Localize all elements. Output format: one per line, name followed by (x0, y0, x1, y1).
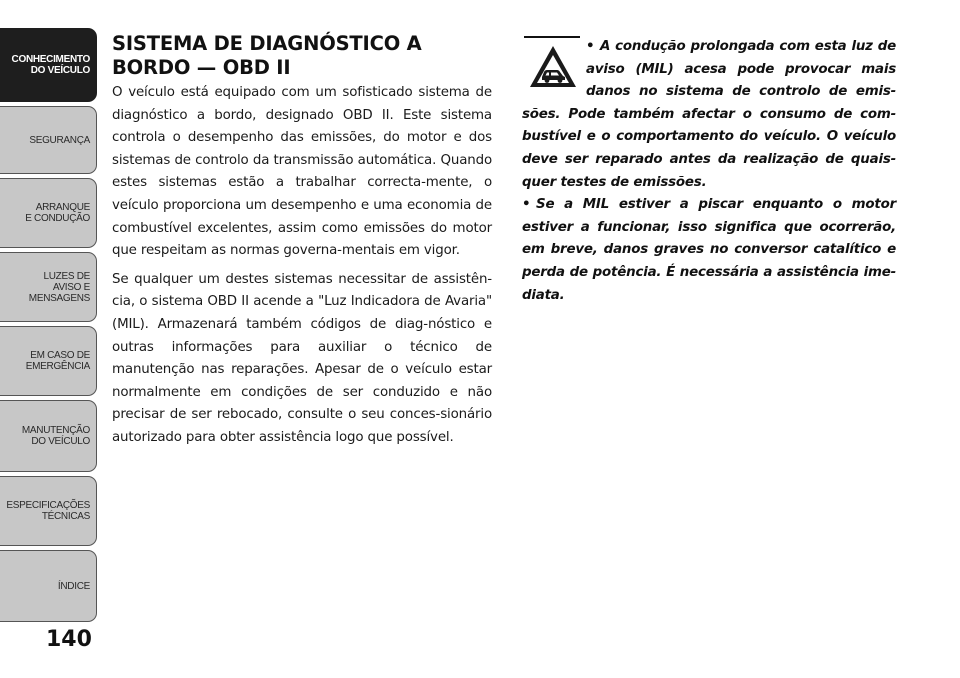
tab-arranque-e-conducao[interactable] (0, 178, 97, 248)
section-title (112, 32, 492, 80)
tab-conhecimento-do-veiculo[interactable] (0, 28, 97, 102)
section-title-line-1: SISTEMA DE DIAGNÓSTICO A (112, 32, 422, 55)
tab-label: ÍNDICE (57, 580, 90, 592)
tab-em-caso-de-emergencia[interactable] (0, 326, 97, 396)
body-paragraph: Se qualquer um destes sistemas necessitar de assistên-cia, o sistema OBD II acende a "Luz Indicadora de Avaria" (MIL). Armazenará também códigos de diag-nóstico e outras informações para auxiliar o técnico de manutenção nas reparações. Apesar de o veículo estar normalmente em condições de ser conduzido e não precisar de ser rebocado, consulte o seu conces-sionário autorizado para obter assistência logo que possível. (112, 271, 492, 445)
body-paragraph: O veículo está equipado com um sofisticado sistema de diagnóstico a bordo, designado OBD II. Este sistema controla o desempenho das emissões, do motor e dos sistemas de controlo da transmissão automática. Quando estes sistemas estão a trabalhar correcta-mente, o veículo proporciona um desempenho e uma economia de combustível excelentes, assim como emissões do motor que respeitam as normas governa-mentais em vigor. (112, 85, 492, 259)
tab-label: MANUTENÇÃO DO VEÍCULO (21, 425, 90, 447)
bullet: • (586, 39, 595, 54)
tab-label: ESPECIFICAÇÕES TÉCNICAS (6, 500, 90, 522)
tab-label: EM CASO DE EMERGÊNCIA (25, 350, 90, 372)
warning-item-text: A condução prolongada com esta luz de aviso (MIL) acesa pode provocar mais danos no sistema de controlo de emis-sões. Pode também afectar o consumo de com-bustível e o comportamento do veículo. O veículo deve ser reparado antes da realização de quais-quer testes de emissões. (522, 39, 896, 190)
tab-manutencao-do-veiculo[interactable] (0, 400, 97, 472)
tab-label: ARRANQUE E CONDUÇÃO (25, 202, 90, 224)
tab-label: SEGURANÇA (29, 134, 90, 146)
tab-especificacoes-tecnicas[interactable] (0, 476, 97, 546)
bullet: • (522, 197, 531, 213)
warning-item-text: Se a MIL estiver a piscar enquanto o motor estiver a funcionar, isso significa que ocorrerão, em breve, danos graves no conversor catalítico e perda de potência. É necessária a assistência ime-diata. (522, 197, 896, 303)
page-number: 140 (46, 627, 92, 652)
tab-label: LUZES DE AVISO E MENSAGENS (28, 270, 90, 304)
tab-indice[interactable] (0, 550, 97, 622)
tab-luzes-de-aviso[interactable] (0, 252, 97, 322)
section-obd-ii (112, 32, 492, 456)
tab-label: CONHECIMENTO DO VEÍCULO (11, 54, 90, 76)
section-title-line-2: BORDO — OBD II (112, 56, 291, 79)
warning-block (522, 36, 896, 307)
tab-seguranca[interactable] (0, 106, 97, 174)
warning-item (522, 194, 896, 307)
